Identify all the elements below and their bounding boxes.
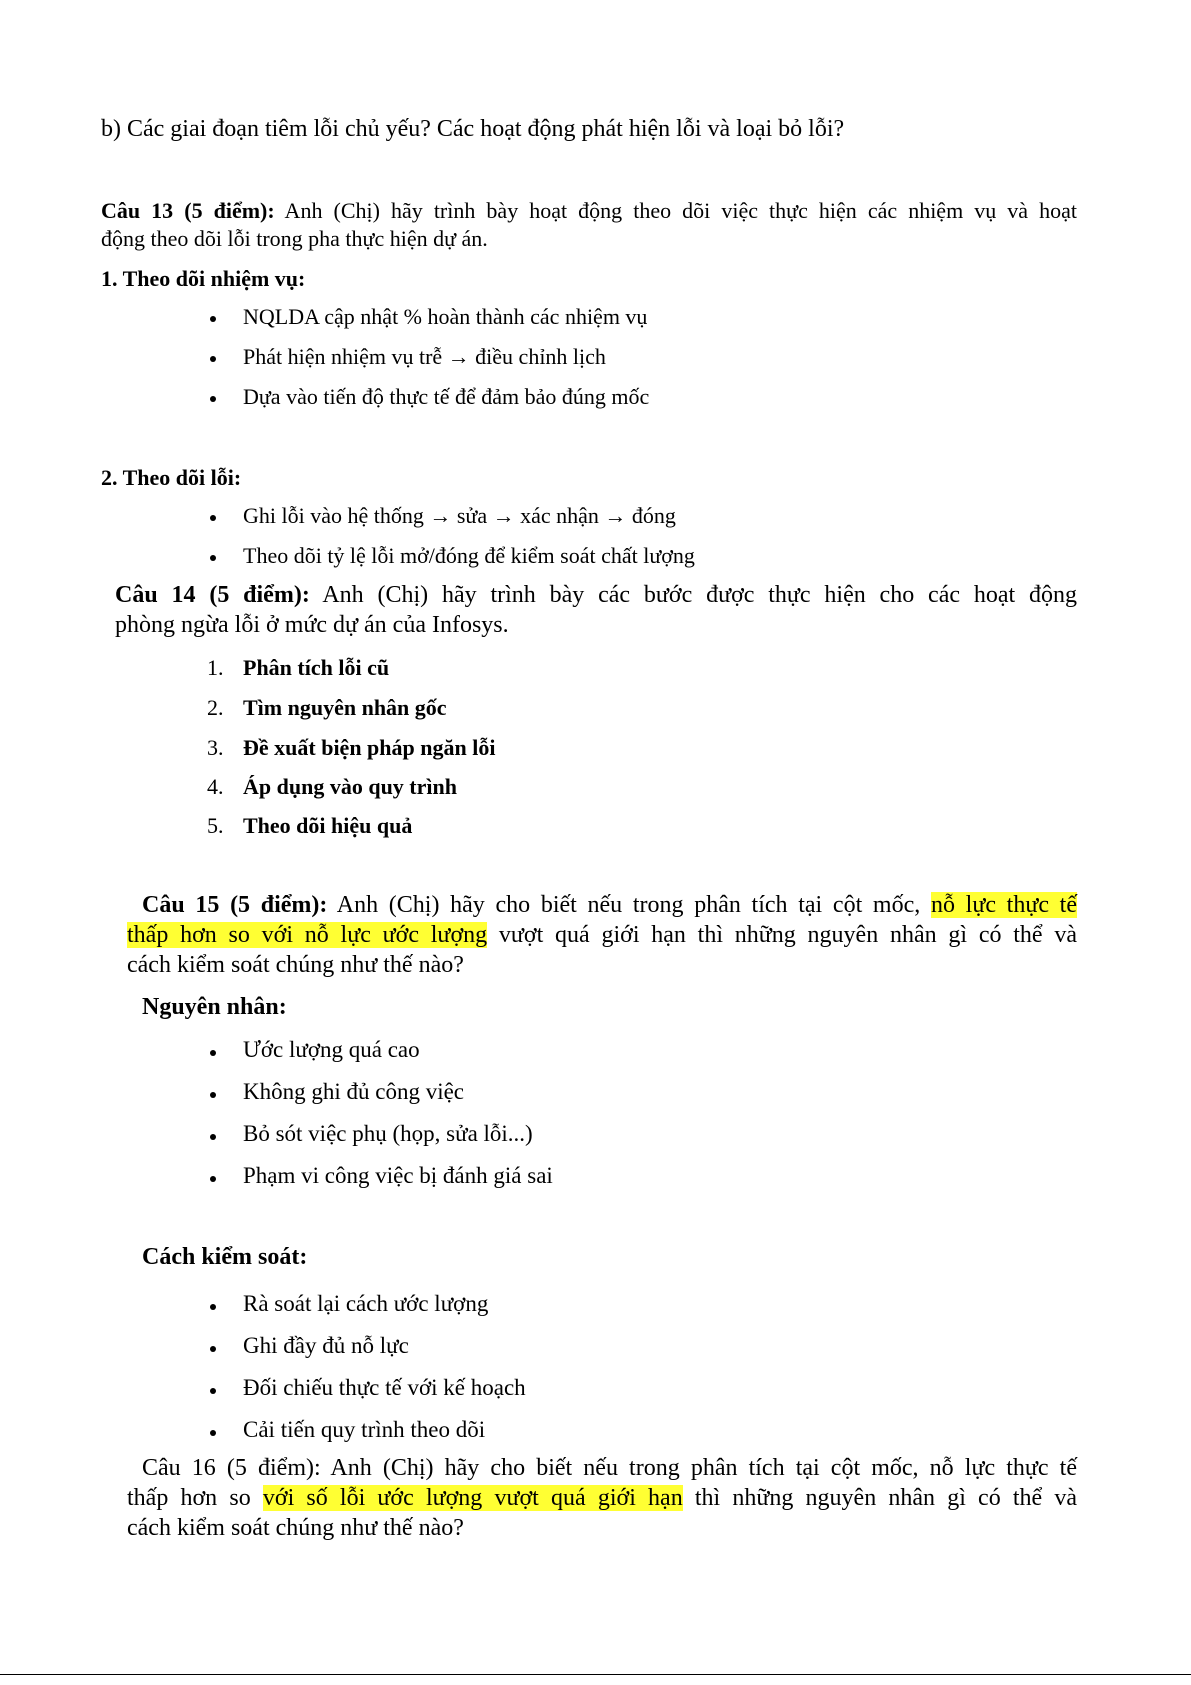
bullet-icon <box>210 1430 216 1436</box>
step-text: Áp dụng vào quy trình <box>243 774 457 799</box>
step-number: 3. <box>207 735 224 760</box>
q13-section2-title: 2. Theo dõi lỗi: <box>101 465 242 490</box>
q15-highlight-1: nỗ lực thực tế <box>930 892 1078 918</box>
q16-text-2: thấp hơn so <box>127 1485 263 1511</box>
q16-line-2 <box>127 1485 1077 1512</box>
list-item: Ước lượng quá cao <box>243 1037 420 1062</box>
page-bottom-rule <box>0 1674 1191 1675</box>
bullet-icon <box>210 1134 216 1140</box>
step-number: 5. <box>207 813 224 838</box>
q16-highlight: với số lỗi ước lượng vượt quá giới hạn <box>262 1485 683 1511</box>
step-number: 2. <box>207 695 224 720</box>
q15-highlight-2: thấp hơn so với nỗ lực ước lượng <box>127 922 488 948</box>
q13-text-1: Anh (Chị) hãy trình bày hoạt động theo dõi việc thực hiện các nhiệm vụ và hoạt <box>274 198 1077 223</box>
q16-line-3: cách kiểm soát chúng như thế nào? <box>127 1515 464 1541</box>
bullet-icon <box>210 356 216 362</box>
bullet-icon <box>210 555 216 561</box>
q15-text-1: Anh (Chị) hãy cho biết nếu trong phân tích tại cột mốc, <box>327 892 931 918</box>
bullet-icon <box>210 1050 216 1056</box>
bullet-icon <box>210 1176 216 1182</box>
list-item: Ghi đầy đủ nỗ lực <box>243 1333 409 1358</box>
bullet-icon <box>210 515 216 521</box>
list-item: Ghi lỗi vào hệ thống → sửa → xác nhận → đóng <box>243 503 676 528</box>
q13-label: Câu 13 (5 điểm): <box>101 198 275 223</box>
list-item: Không ghi đủ công việc <box>243 1079 465 1104</box>
q14-text-1: Anh (Chị) hãy trình bày các bước được thực hiện cho các hoạt động <box>309 582 1077 608</box>
q14-line-2: phòng ngừa lỗi ở mức dự án của Infosys. <box>115 612 509 638</box>
bullet-icon <box>210 1346 216 1352</box>
list-item: Bỏ sót việc phụ (họp, sửa lỗi...) <box>243 1121 533 1146</box>
list-item: Dựa vào tiến độ thực tế để đảm bảo đúng mốc <box>243 384 650 409</box>
list-item: Đối chiếu thực tế với kế hoạch <box>243 1375 526 1400</box>
q16-line-1: Câu 16 (5 điểm): Anh (Chị) hãy cho biết nếu trong phân tích tại cột mốc, nỗ lực thực tế <box>142 1455 1077 1481</box>
bullet-icon <box>210 1092 216 1098</box>
step-text: Phân tích lỗi cũ <box>243 655 390 680</box>
step-text: Tìm nguyên nhân gốc <box>243 695 447 720</box>
q13-line-2: động theo dõi lỗi trong pha thực hiện dự án. <box>101 226 488 251</box>
bullet-icon <box>210 316 216 322</box>
q14-label: Câu 14 (5 điểm): <box>115 582 310 608</box>
bullet-icon <box>210 1304 216 1310</box>
list-item: Phát hiện nhiệm vụ trễ → điều chỉnh lịch <box>243 344 606 369</box>
q13-section1-title: 1. Theo dõi nhiệm vụ: <box>101 266 306 291</box>
list-item: Theo dõi tỷ lệ lỗi mở/đóng để kiểm soát chất lượng <box>243 543 695 568</box>
q15-line-1 <box>142 892 1077 919</box>
q16-text-3: thì những nguyên nhân gì có thể và <box>682 1485 1078 1511</box>
step-text: Đề xuất biện pháp ngăn lỗi <box>243 735 496 760</box>
intro-question: b) Các giai đoạn tiêm lỗi chủ yếu? Các hoạt động phát hiện lỗi và loại bỏ lỗi? <box>101 116 845 142</box>
step-text: Theo dõi hiệu quả <box>243 813 413 838</box>
list-item: Rà soát lại cách ước lượng <box>243 1291 489 1316</box>
q13-line-1 <box>101 198 1077 224</box>
step-number: 1. <box>207 655 224 680</box>
q15-line-2 <box>127 922 1077 949</box>
q14-line-1 <box>115 582 1077 609</box>
q15-text-2: vượt quá giới hạn thì những nguyên nhân gì có thể và <box>487 922 1077 948</box>
bullet-icon <box>210 396 216 402</box>
q15-label: Câu 15 (5 điểm): <box>142 892 328 918</box>
list-item: NQLDA cập nhật % hoàn thành các nhiệm vụ <box>243 304 648 329</box>
bullet-icon <box>210 1388 216 1394</box>
step-number: 4. <box>207 774 224 799</box>
q15-controls-title: Cách kiểm soát: <box>142 1244 308 1270</box>
q15-line-3: cách kiểm soát chúng như thế nào? <box>127 952 464 978</box>
list-item: Phạm vi công việc bị đánh giá sai <box>243 1163 553 1188</box>
list-item: Cải tiến quy trình theo dõi <box>243 1417 486 1442</box>
q15-causes-title: Nguyên nhân: <box>142 994 287 1020</box>
